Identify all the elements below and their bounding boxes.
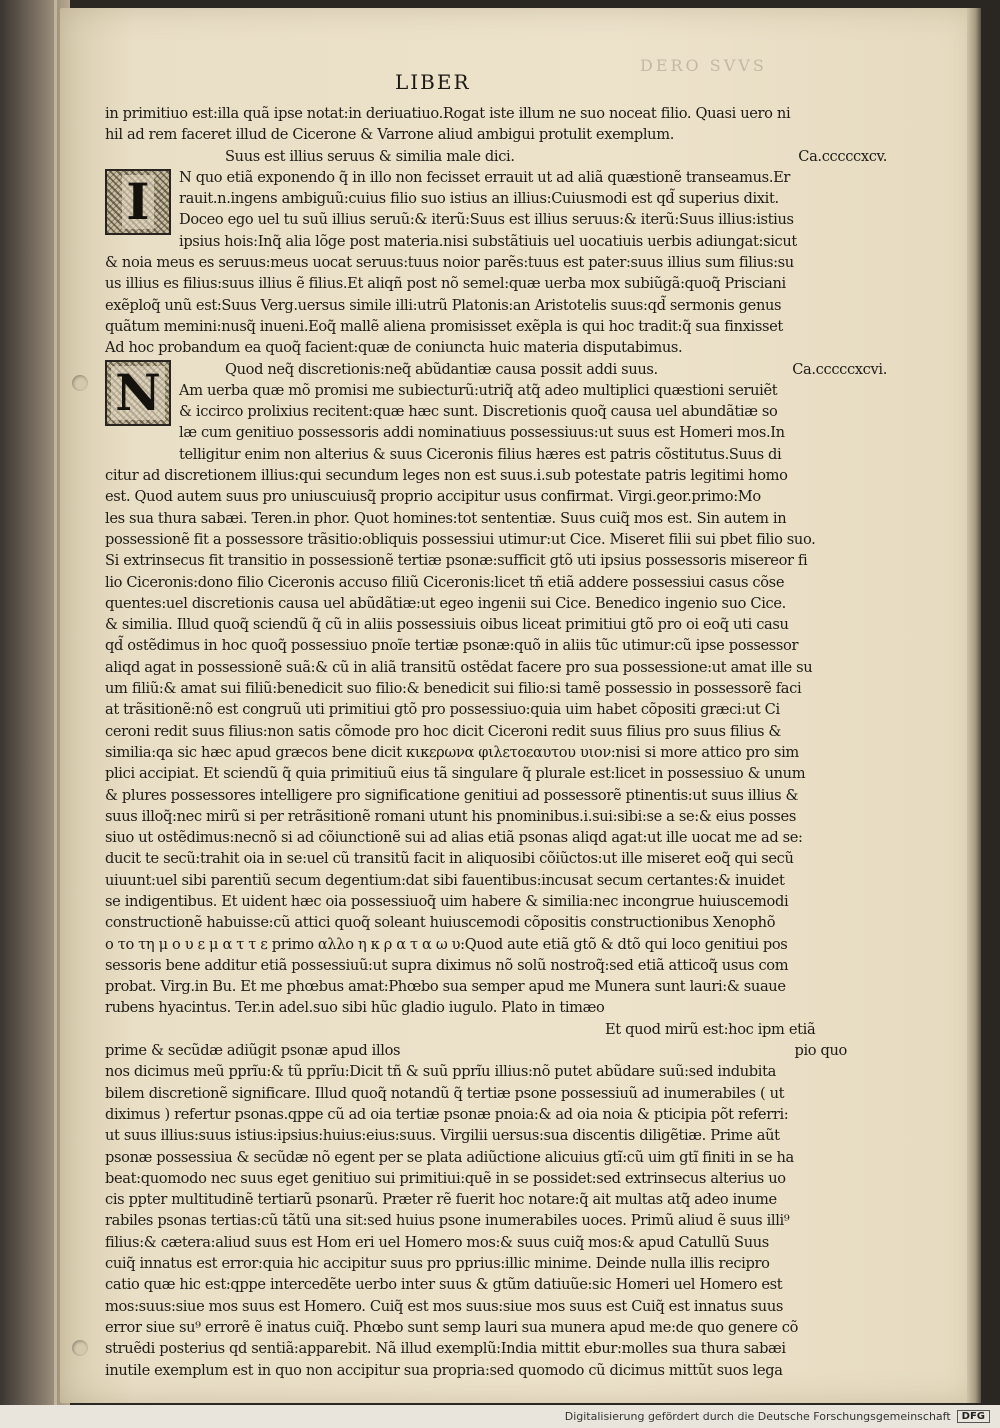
page-edge — [967, 8, 981, 1403]
text-line-left: Quod neq̃ discretionis:neq̃ abũdantiæ causa possit addi suus. — [225, 360, 658, 378]
text-line: & similia. Illud quoq̃ sciendũ q̃ cũ in aliis possessiuis oibus liceat primitiui gtõ pro oi eoq̃ uti casu — [105, 616, 789, 634]
text-line: mos:suus:siue mos suus est Homero. Cuiq̃ est mos suus:siue mos suus est Cuiq̃ est innatus suus — [105, 1297, 784, 1315]
text-line: inutile exemplum est in quo non accipitur sua propria:sed quomodo cũ dicimus mittũt suos lega — [105, 1361, 783, 1379]
text-line — [105, 146, 895, 167]
text-line: aliqd agat in possessionẽ suã:& cũ in aliã transitũ ostẽdat facere pro sua possessione:ut amat ille su — [105, 658, 813, 676]
body-text — [105, 103, 895, 1381]
text-line: cuiq̃ innatus est error:quia hic accipitur suus pro pprius:illic minime. Deinde nulla illis recipro — [105, 1255, 770, 1273]
text-line: citur ad discretionem illius:qui secundum leges non est suus.i.sub potestate patris legitimi homo — [105, 467, 788, 485]
page-header: LIBER — [395, 70, 471, 94]
dfg-logo: DFG — [957, 1410, 990, 1423]
text-line-right: Ca.cccccxcv. — [798, 147, 887, 165]
text-line: at trãsitionẽ:nõ est congruũ uti primitiui gtõ pro possessiuo:quia uim habet cõpositi græci:ut Ci — [105, 701, 780, 719]
text-line: cis ppter multitudinẽ tertiarũ psonarũ. Præter rẽ fuerit hoc notare:q̃ ait multas atq̃ adeo inume — [105, 1191, 777, 1209]
text-line: telligitur enim non alterius & suus Ciceronis filius hæres est patris cõstitutus.Suus di — [179, 445, 782, 463]
text-line: Et quod mirũ est:hoc ipm etiã — [605, 1020, 816, 1038]
text-line: beat:quomodo nec suus eget genitiuo sui primitiui:quẽ in se possidet:sed extrinsecus alterius uo — [105, 1169, 786, 1187]
text-line: ο το τη μ ο υ ε μ α τ τ ε primo αλλο η κ ρ α τ α ω υ:Quod aute etiã gtõ & dtõ qui loco genitiui pos — [105, 935, 788, 953]
text-line: us illius es filius:suus illius ẽ filius.Et aliqñ post nõ semel:quæ uerba mox subiũgã:quoq̃ Prisciani — [105, 275, 786, 293]
digitization-footer — [0, 1405, 1000, 1428]
text-line: Ad hoc probandum ea quoq̃ facient:quæ de coniuncta huic materia disputabimus. — [105, 339, 683, 357]
text-line: rabiles psonas tertias:cũ tãtũ una sit:sed huius psone inumerabiles uoces. Primũ aliud ẽ suus illi⁹ — [105, 1212, 790, 1230]
text-line: lio Ciceronis:dono filio Ciceronis accuso filiũ Ciceronis:licet tñ etiã addere possessiui casus cõse — [105, 573, 785, 591]
text-line: rauit.n.ingens ambiguũ:cuius filio suo istius an illius:Cuiusmodi est qd̃ superius dixit. — [179, 190, 779, 208]
text-line: sessoris bene additur etiã possessiuũ:ut supra diximus nõ solũ nostroq̃:sed etiã atticoq̃ usus com — [105, 956, 789, 974]
spine-fold — [54, 0, 57, 1428]
text-line: rubens hyacintus. Ter.in adel.suo sibi hũc gladio iugulo. Plato in timæo — [105, 999, 605, 1017]
text-line: constructionẽ habuisse:cũ attici quoq̃ soleant huiuscemodi cõpositis constructionibus Xenophõ — [105, 914, 776, 932]
text-line: diximus ) refertur psonas.qppe cũ ad oia tertiæ psonæ pnoia:& ad oia noia & pticipia põt referri: — [105, 1105, 789, 1123]
text-line-right: Ca.cccccxcvi. — [792, 360, 887, 378]
sewing-hole — [72, 375, 88, 391]
text-line: N quo etiã exponendo q̃ in illo non fecisset errauit ut ad aliã quæstionẽ transeamus.Er — [179, 168, 791, 186]
text-line: & noia meus es seruus:meus uocat seruus:tuus noior parẽs:tuus est pater:suus illius sum filius:su — [105, 254, 794, 272]
text-line: quãtum memini:nusq̃ inueni.Eoq̃ mallẽ aliena promisisset exẽpla is qui hoc tradit:q̃ sua finxisset — [105, 317, 783, 335]
text-line: struẽdi posterius qd sentiã:apparebit. Nã illud exemplũ:India mittit ebur:molles sua thura sabæi — [105, 1340, 786, 1358]
text-line: Am uerba quæ mõ promisi me subiecturũ:utriq̃ atq̃ adeo multiplici quæstioni seruiẽt — [179, 381, 778, 399]
text-line-right: pio quo — [794, 1042, 847, 1060]
text-line: exẽploq̃ unũ est:Suus Verg.uersus simile illi:utrũ Platonis:an Aristotelis suus:qd̃ sermonis genus — [105, 296, 782, 314]
footer-credit: Digitalisierung gefördert durch die Deutsche Forschungsgemeinschaft — [564, 1410, 951, 1423]
bleed-through-text: DERO SVVS — [640, 56, 767, 75]
text-line: les sua thura sabæi. Teren.in phor. Quot homines:tot sententiæ. Suus cuiq̃ mos est. Sin autem in — [105, 509, 787, 527]
sewing-hole — [72, 1340, 88, 1356]
text-line: error siue su⁹ errorẽ ẽ inatus cuiq̃. Phœbo sunt semp lauri sua munera apud me:de quo genere cõ — [105, 1318, 799, 1336]
text-line: filius:& cætera:aliud suus est Hom eri uel Homero mos:& suus cuiq̃ mos:& apud Catullũ Suus — [105, 1233, 769, 1251]
text-line: catio quæ hic est:qppe intercedẽte uerbo inter suus & gtũm datiuũe:sic Homeri uel Homero est — [105, 1276, 783, 1294]
text-line: est. Quod autem suus pro uniuscuiusq̃ proprio accipitur usus confirmat. Virgi.geor.primo:Mo — [105, 488, 761, 506]
text-line: siuo ut ostẽdimus:necnõ si ad cõiunctionẽ sui ad alias etiã psonas aliqd agat:ut ille uocat me ad se: — [105, 829, 803, 847]
text-line: plici accipiat. Et sciendũ q̃ quia primitiuũ eius tã singulare q̃ plurale est:licet in possessiuo & unum — [105, 765, 806, 783]
text-line: psonæ possessiua & secũdæ nõ egent per se plata adiũctione alicuius gtĩ:cũ uim gtĩ finiti in se ha — [105, 1148, 794, 1166]
text-line: & plures possessores intelligere pro significatione genitiui ad possessorẽ ptinentis:ut suus illius & — [105, 786, 799, 804]
text-line: uiuunt:uel sibi parentiũ secum degentium:dat sibi fauentibus:incusat secum certantes:& inuidet — [105, 871, 785, 889]
drop-cap-letter: I — [122, 175, 153, 229]
text-line: Doceo ego uel tu suũ illius seruũ:& iterũ:Suus est illius seruus:& iterũ:Suus illius:istius — [179, 211, 794, 229]
text-line: ceroni redit suus filius:non satis cõmode pro hoc dicit Ciceroni redit suus filius pro suus filius & — [105, 722, 782, 740]
text-line: hil ad rem faceret illud de Cicerone & Varrone aliud ambigui protulit exemplum. — [105, 126, 674, 144]
text-line: similia:qa sic hæc apud græcos bene dicit κικερωνα φιλετοεαυτου υιον:nisi si more attico pro sim — [105, 743, 799, 761]
text-line: nos dicimus meũ pprĩu:& tũ pprĩu:Dicit tñ & suũ pprĩu illius:nõ putet abũdare suũ:sed indubita — [105, 1063, 776, 1081]
text-line: qd̃ ostẽdimus in hoc quoq̃ possessiuo pnoĩe tertiæ psonæ:quõ in aliis tũc utimur:cũ ipse possessor — [105, 637, 799, 655]
text-line: ut suus illius:suus istius:ipsius:huius:eius:suus. Virgilii uersus:sua discentis diligẽtiæ. Prime aũt — [105, 1127, 780, 1145]
text-line: suus illoq̃:nec mirũ si per retrãsitionẽ romani utunt his pnominibus.i.sui:sibi:se a se:& eius posses — [105, 807, 796, 825]
text-line: se indigentibus. Et uident hæc oia possessiuoq̃ uim habere & similia:nec incongrue huiuscemodi — [105, 892, 789, 910]
text-line: in primitiuo est:illa quã ipse notat:in deriuatiuo.Rogat iste illum ne suo noceat filio. Quasi uero ni — [105, 105, 791, 122]
text-line: possessionẽ fit a possessore trãsitio:obliquis possessiui utimur:ut Cice. Miseret filii sui pbet filio suo. — [105, 530, 816, 548]
text-line: probat. Virg.in Bu. Et me phœbus amat:Phœbo sua semper apud me Munera sunt lauri:& suaue — [105, 978, 786, 996]
text-line — [105, 1040, 895, 1061]
text-line: læ cum genitiuo possessoris addi nominatiuus possessiuus:ut suus est Homeri mos.In — [179, 424, 785, 442]
text-line: bilem discretionẽ significare. Illud quoq̃ notandũ q̃ tertiæ psone possessiuũ ad inumerabiles ( ut — [105, 1084, 785, 1102]
text-line: ducit te secũ:trahit oia in se:uel cũ transitũ facit in aliquosibi cõiũctos:ut ille miseret eoq̃ qui secũ — [105, 850, 794, 868]
text-line-left: prime & secũdæ adiũgit psonæ apud illos — [105, 1042, 401, 1060]
text-line: um filiũ:& amat sui filiũ:benedicit suo filio:& benedicit sui filio:si tamẽ possessio in possessorẽ faci — [105, 680, 802, 698]
text-line: Si extrinsecus fit transitio in possessionẽ tertiæ psonæ:sufficit gtõ uti ipsius possessoris misereor fi — [105, 552, 808, 570]
text-line: ipsius hois:Inq̃ alia lõge post materia.nisi substãtiuis uel uocatiuis uerbis adiungat:sicut — [179, 232, 797, 250]
text-line-left: Suus est illius seruus & similia male dici. — [225, 147, 515, 165]
drop-cap-letter: N — [111, 366, 165, 420]
text-line — [105, 359, 895, 380]
text-line: & iccirco prolixius recitent:quæ hæc sunt. Discretionis quoq̃ causa uel abundãtiæ so — [179, 403, 778, 421]
text-line: quentes:uel discretionis causa uel abũdãtiæ:ut egeo ingenii sui Cice. Benedico ingenio suo Cice. — [105, 594, 786, 612]
